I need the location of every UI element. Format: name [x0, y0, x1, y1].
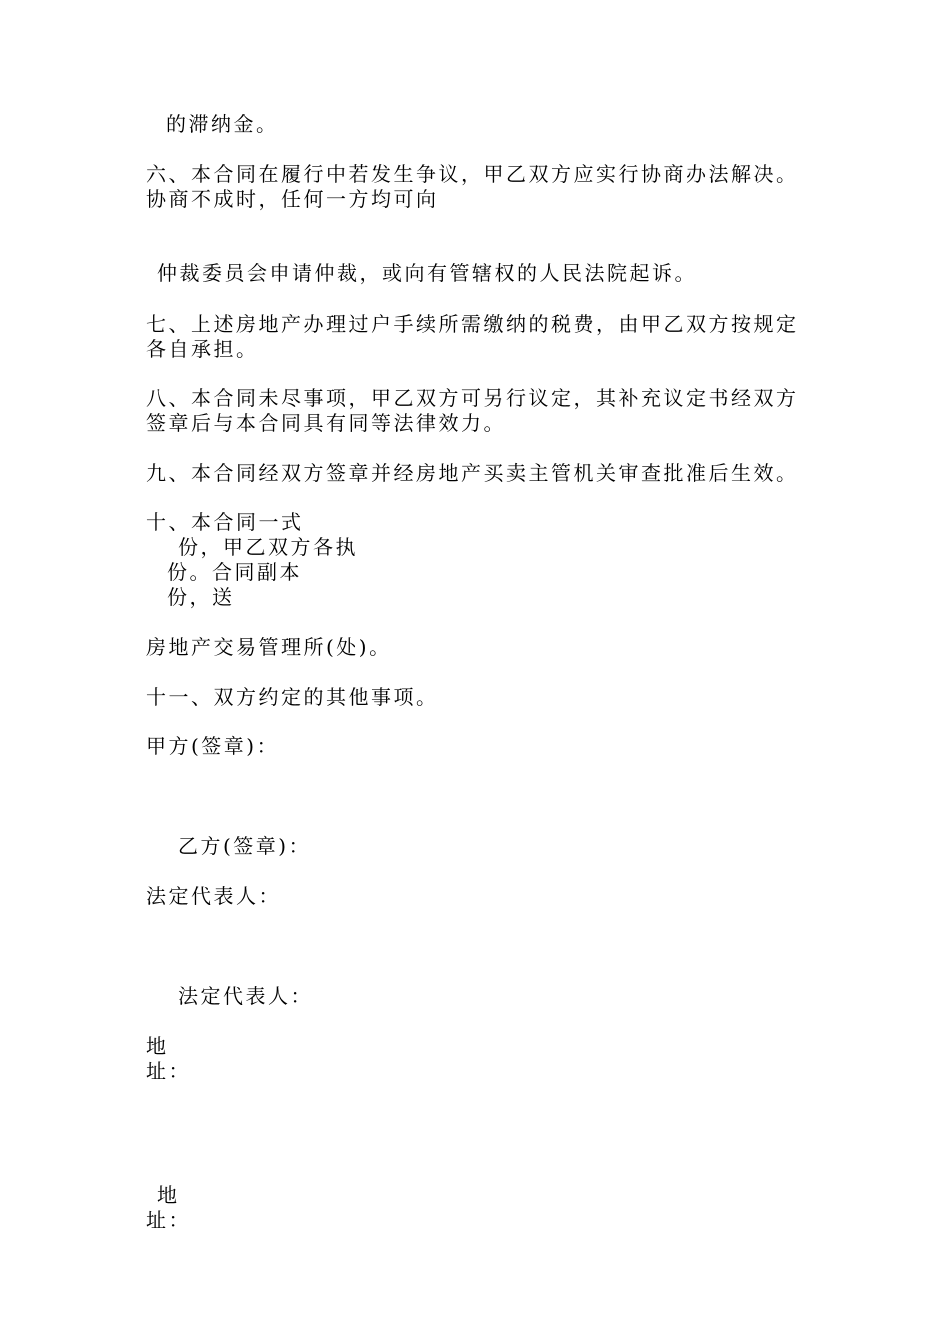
clause-11: 十一、双方约定的其他事项。 — [146, 685, 439, 709]
clause-6-line-3: 仲裁委员会申请仲裁，或向有管辖权的人民法院起诉。 — [157, 261, 697, 285]
penalty-text: 的滞纳金。 — [166, 112, 279, 136]
clause-10-line-4: 份，送 — [167, 585, 235, 609]
party-a-address-label-2: 址： — [146, 1059, 191, 1083]
party-a-address-label-1: 地 — [146, 1034, 169, 1058]
clause-7-line-2: 各自承担。 — [146, 337, 259, 361]
clause-8-line-2: 签章后与本合同具有同等法律效力。 — [146, 411, 506, 435]
clause-6-line-1: 六、本合同在履行中若发生争议，甲乙双方应实行协商办法解决。 — [146, 162, 799, 186]
clause-10-line-3: 份。合同副本 — [167, 560, 302, 584]
clause-10-line-5: 房地产交易管理所(处)。 — [146, 635, 392, 659]
clause-8-line-1: 八、本合同未尽事项，甲乙双方可另行议定，其补充议定书经双方 — [146, 386, 799, 410]
party-b-address-label-1: 地 — [157, 1183, 180, 1207]
party-b-address-label-2: 址： — [146, 1208, 191, 1232]
clause-10-line-1: 十、本合同一式 — [146, 510, 304, 534]
party-a-representative-label: 法定代表人： — [146, 884, 281, 908]
clause-7-line-1: 七、上述房地产办理过户手续所需缴纳的税费，由甲乙双方按规定 — [146, 312, 799, 336]
party-a-signature-label: 甲方(签章)： — [146, 734, 280, 758]
clause-10-line-2: 份，甲乙双方各执 — [178, 535, 358, 559]
clause-6-line-2: 协商不成时，任何一方均可向 — [146, 187, 439, 211]
party-b-signature-label: 乙方(签章)： — [178, 834, 312, 858]
clause-9: 九、本合同经双方签章并经房地产买卖主管机关审查批准后生效。 — [146, 461, 799, 485]
party-b-representative-label: 法定代表人： — [178, 984, 313, 1008]
